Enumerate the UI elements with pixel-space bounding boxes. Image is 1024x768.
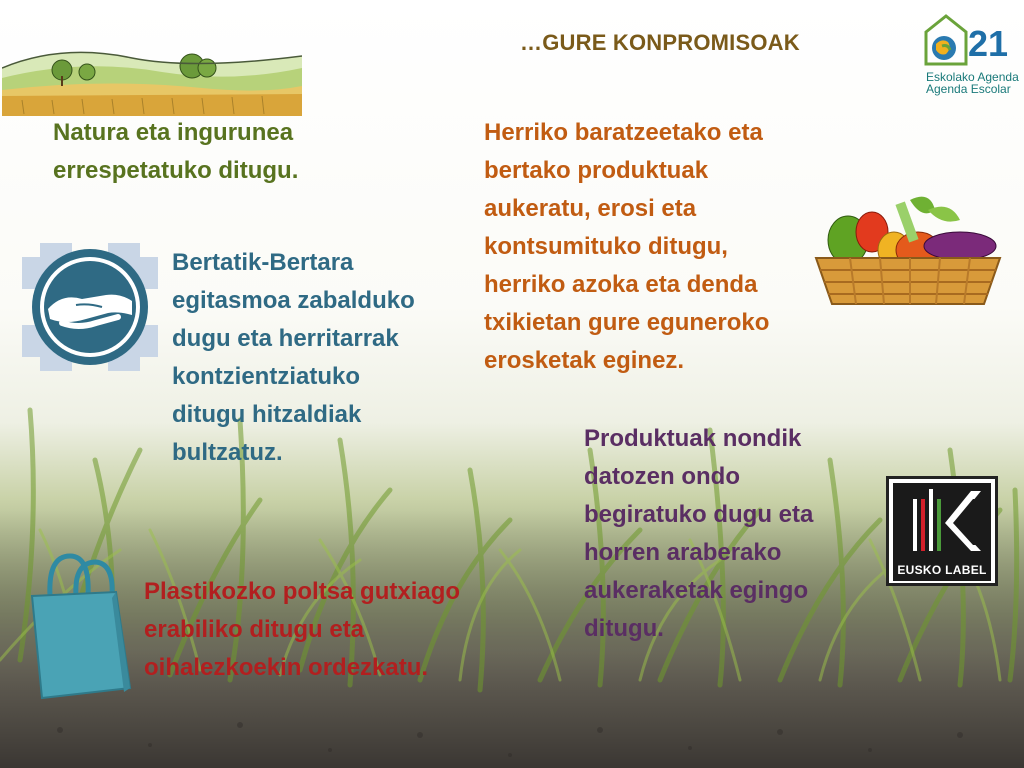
eusko-label-emblem <box>893 483 991 557</box>
poltsa-line: erabiliko ditugu eta <box>144 616 365 643</box>
grass-background <box>0 330 1024 768</box>
bertatik-line: egitasmoa zabalduko <box>172 287 415 314</box>
baratze-line: aukeratu, erosi eta <box>484 195 697 222</box>
agenda21-emblem <box>920 10 1016 72</box>
agenda21-number: 21 <box>968 23 1009 64</box>
bertatik-line: bultzatuz. <box>172 439 283 466</box>
agenda21-caption-1: Eskolako Agenda <box>926 70 1019 84</box>
agenda21-caption-2: Agenda Escolar <box>926 82 1011 96</box>
bertatik-commitment <box>172 244 415 472</box>
vegetable-basket-icon <box>810 180 1006 310</box>
eusko-label-panel <box>893 483 991 581</box>
baratze-line: herriko azoka eta denda <box>484 271 758 298</box>
nature-line: errespetatuko ditugu. <box>53 157 299 184</box>
eusko-label-text: EUSKO LABEL <box>897 563 987 577</box>
cloth-bag-icon <box>28 552 134 702</box>
produktuak-line: horren araberako <box>584 539 782 566</box>
poltsa-commitment <box>144 573 460 687</box>
bertatik-line: Bertatik-Bertara <box>172 249 354 276</box>
slide-title: …GURE KONPROMISOAK <box>520 30 800 55</box>
nature-line: Natura eta ingurunea <box>53 119 294 146</box>
baratze-commitment <box>484 114 769 380</box>
baratze-line: kontsumituko ditugu, <box>484 233 728 260</box>
produktuak-commitment <box>584 420 813 648</box>
eusko-label-logo <box>886 476 998 586</box>
baratze-line: Herriko baratzeetako eta <box>484 119 763 146</box>
agenda21-logo <box>920 10 1019 96</box>
produktuak-line: Produktuak nondik <box>584 425 802 452</box>
baratze-line: bertako produktuak <box>484 157 709 184</box>
handshake-icon <box>22 243 158 371</box>
poltsa-line: Plastikozko poltsa gutxiago <box>144 578 461 605</box>
baratze-line: erosketak eginez. <box>484 347 685 374</box>
bertatik-line: ditugu hitzaldiak <box>172 401 362 428</box>
poltsa-line: oihalezkoekin ordezkatu. <box>144 654 429 681</box>
baratze-line: txikietan gure eguneroko <box>484 309 770 336</box>
nature-commitment <box>53 114 298 190</box>
produktuak-line: datozen ondo <box>584 463 740 490</box>
produktuak-line: ditugu. <box>584 615 664 642</box>
landscape-icon <box>2 28 302 116</box>
bertatik-line: kontzientziatuko <box>172 363 361 390</box>
bertatik-line: dugu eta herritarrak <box>172 325 399 352</box>
produktuak-line: begiratuko dugu eta <box>584 501 814 528</box>
produktuak-line: aukeraketak egingo <box>584 577 809 604</box>
